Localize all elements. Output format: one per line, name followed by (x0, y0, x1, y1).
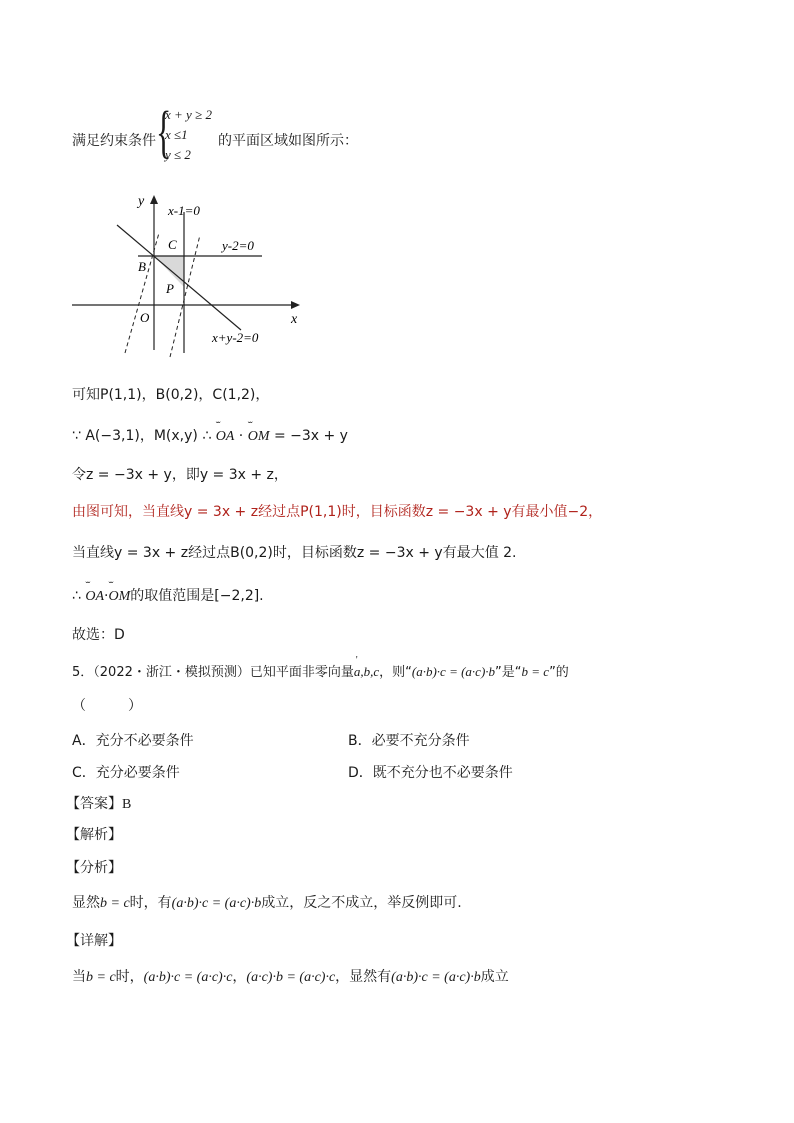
question-stem (72, 661, 569, 680)
label-b: B (138, 259, 146, 274)
constraint-system (165, 105, 212, 165)
vector-om-2: ˇˇ OM (108, 589, 130, 605)
line-vectors-b: = −3x + y (269, 428, 348, 444)
detail-b: 时， (115, 969, 144, 985)
detail-e1: (a·b)·c = (a·c)·c (143, 970, 233, 985)
label-x: x (291, 312, 298, 327)
option-d: D．既不充分也不必要条件 (348, 765, 513, 781)
stem-c: ”是“ (495, 665, 522, 680)
label-c: C (168, 237, 177, 252)
line-range (72, 585, 264, 605)
line-points: 可知P(1,1)，B(0,2)，C(1,2)， (72, 387, 270, 403)
line-range-b: 的取值范围是[−2,2]. (130, 588, 264, 604)
detail-e2: (a·c)·b = (a·c)·c (246, 970, 336, 985)
label-y-minus-2: y-2=0 (222, 238, 254, 253)
stem-b: ，则“ (379, 665, 412, 680)
vector-oa-2: ˇˇ OA (85, 589, 104, 605)
detail-text (72, 966, 509, 986)
label-x-minus-1: x-1=0 (168, 203, 200, 218)
line-choice: 故选：D (72, 627, 125, 643)
x-axis-arrow (291, 301, 300, 309)
detail-e3: (a·b)·c = (a·c)·b (391, 970, 481, 985)
vector-oa: ˇˇ OA (216, 429, 235, 445)
vector-om: ˇˇ OM (248, 429, 270, 445)
detail-a: 当 (72, 969, 86, 985)
dot-2: · (104, 588, 109, 604)
option-c: C．充分必要条件 (72, 765, 180, 781)
stem-vars: ' a,b,c (354, 664, 379, 680)
fenxi-eq: b = c (100, 896, 130, 911)
detail-sep: ， (232, 969, 247, 985)
stem-a: 5．（2022・浙江・模拟预测）已知平面非零向量 (72, 665, 354, 680)
detail-eq: b = c (86, 970, 116, 985)
line-min-value: 由图可知，当直线y = 3x + z经过点P(1,1)时，目标函数z = −3x + y有最小值−2， (72, 504, 603, 520)
fenxi-b: 时，有 (129, 895, 172, 911)
intro-suffix: 的平面区域如图所示： (218, 133, 358, 149)
line-max-value: 当直线y = 3x + z经过点B(0,2)时，目标函数z = −3x + y有最大值 2. (72, 545, 517, 561)
option-b: B．必要不充分条件 (348, 733, 470, 749)
analysis-label: 【解析】 (66, 827, 122, 843)
line-vectors-a: ∵ A(−3,1)，M(x,y) ∴ (72, 428, 216, 444)
stem-cond2: b = c (521, 664, 550, 679)
fenxi-label: 【分析】 (66, 860, 122, 876)
stem-d: ”的 (549, 665, 569, 680)
feasible-region-figure (60, 185, 320, 360)
line-range-a: ∴ (72, 588, 86, 604)
constraint-2: x ≤1 (165, 127, 188, 142)
detail-d: 成立 (480, 969, 509, 985)
y-axis-arrow (150, 195, 158, 204)
answer-label: 【答案】 (66, 796, 122, 812)
stem-cond1: (a·b)·c = (a·c)·b (411, 664, 496, 679)
fenxi-c: 成立，反之不成立，举反例即可. (261, 895, 462, 911)
detail-c: ，显然有 (335, 969, 392, 985)
line-vectors (72, 425, 348, 445)
constraint-1: x + y ≥ 2 (165, 107, 212, 122)
label-y: y (138, 194, 145, 209)
fenxi-expr: (a·b)·c = (a·c)·b (171, 896, 262, 911)
left-brace: { (156, 99, 172, 164)
dot: · (234, 428, 248, 444)
answer-blank: （ ） (72, 698, 142, 714)
label-p: P (166, 281, 174, 296)
answer-value: B (122, 797, 132, 812)
label-o: O (140, 310, 150, 325)
option-a: A．充分不必要条件 (72, 733, 194, 749)
intro-prefix: 满足约束条件 (72, 133, 156, 149)
fenxi-a: 显然 (72, 895, 100, 911)
label-x-plus-y-minus-2: x+y-2=0 (212, 330, 259, 345)
dashed-line-2 (170, 235, 200, 357)
constraint-3: y ≤ 2 (165, 147, 191, 162)
fenxi-text (72, 892, 462, 912)
detail-label: 【详解】 (66, 933, 122, 949)
answer-line (66, 793, 131, 813)
line-let-z: 令z = −3x + y，即y = 3x + z， (72, 467, 288, 483)
